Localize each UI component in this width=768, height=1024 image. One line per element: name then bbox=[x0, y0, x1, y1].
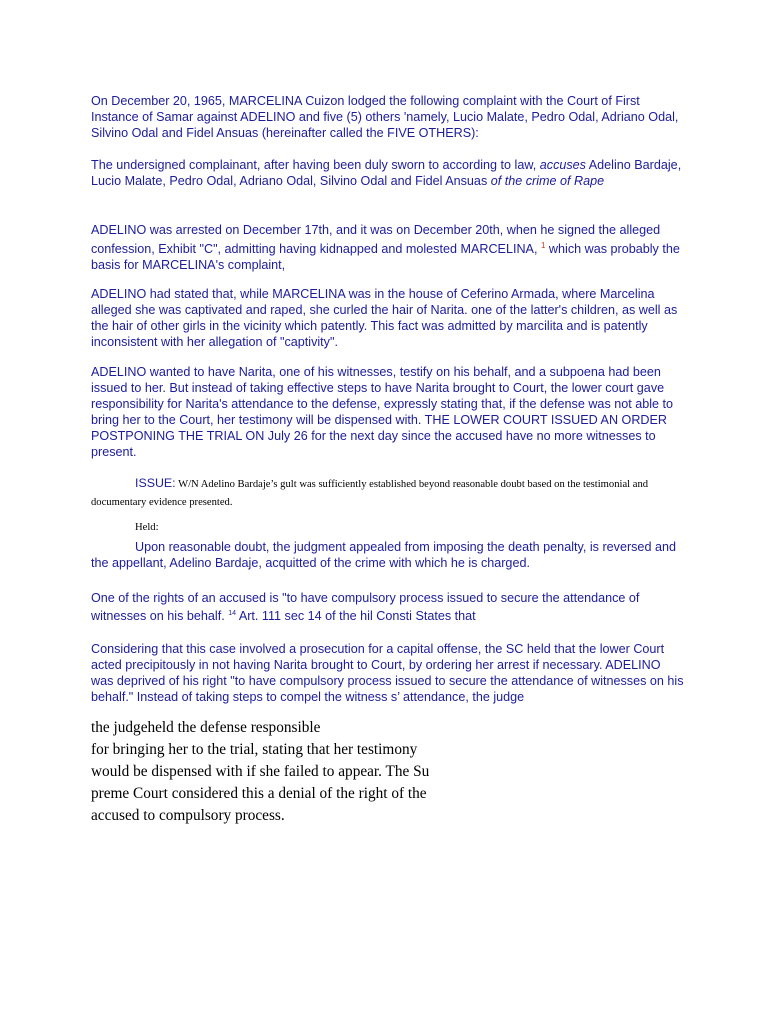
paragraph-issue bbox=[91, 474, 685, 512]
footnote-marker[interactable]: 1 bbox=[540, 241, 546, 250]
judge-line-5: accused to compulsory process. bbox=[91, 807, 285, 824]
issue-label: ISSUE: bbox=[135, 476, 176, 490]
rights-text-b: Art. 111 sec 14 of the hil Consti States that bbox=[236, 609, 476, 624]
arrest-text-a: ADELINO was arrested on December 17th, and it was on December 20th, when he signed the alleged confession, Exhibit "C", admitting having kidnapped and molested MARCELINA, bbox=[91, 223, 661, 257]
paragraph-sc-held-text: Considering that this case involved a prosecution for a capital offense, the SC held that the lower Court acted precipitously in not having Narita brought to Court, by ordering her arrest if necessary. ADELINO was deprived of his right "to have compulsory process issued to secure the attendance of witnesses on his behalf." Instead of taking steps to compel the witness s’ attendance, the judge bbox=[91, 642, 684, 704]
paragraph-held bbox=[91, 539, 685, 571]
held-text: Upon reasonable doubt, the judgment appealed from imposing the death penalty, is reversed and the appellant, Adelino Bardaje, acquitted of the crime with which he is charged. bbox=[91, 540, 676, 570]
accusation-text-crime: of the crime of Rape bbox=[490, 174, 605, 188]
judge-line-3: would be dispensed with if she failed to appear. The Su bbox=[91, 763, 430, 780]
arrest-text-b: which was probably the basis for MARCELINA's complaint, bbox=[91, 242, 680, 273]
judge-line-1: the judgeheld the defense responsible bbox=[91, 719, 321, 736]
issue-text: W/N Adelino Bardaje’s gult was sufficiently established beyond reasonable doubt based on the testimonial and documentary evidence presented. bbox=[91, 479, 649, 508]
paragraph-sc-held bbox=[91, 641, 685, 705]
judge-line-4: preme Court considered this a denial of the right of the bbox=[91, 785, 427, 802]
accusation-text-names: Adelino Bardaje, Lucio Malate, Pedro Odal, Adriano Odal, Silvino Odal and Fidel Ansuas bbox=[91, 158, 682, 188]
rights-text-a: One of the rights of an accused is "to have compulsory process issued to secure the attendance of witnesses on his behalf. bbox=[91, 591, 640, 624]
paragraph-subpoena bbox=[91, 364, 685, 460]
paragraph-accusation bbox=[91, 157, 685, 189]
judge-line-2: for bringing her to the trial, stating that her testimony bbox=[91, 741, 418, 758]
paragraph-complaint-intro-text: On December 20, 1965, MARCELINA Cuizon lodged the following complaint with the Court of First Instance of Samar against ADELINO and five (5) others 'namely, Lucio Malate, Pedro Odal, Adriano Odal, Silvino Odal and Fidel Ansuas (hereinafter called the FIVE OTHERS): bbox=[91, 94, 679, 140]
paragraph-arrest bbox=[91, 222, 685, 273]
paragraph-complaint-intro bbox=[91, 93, 685, 141]
held-label: Held: bbox=[135, 522, 159, 533]
paragraph-judge bbox=[91, 717, 685, 827]
paragraph-rights bbox=[91, 590, 685, 624]
accusation-text-a: The undersigned complainant, after having been duly sworn to according to law, bbox=[91, 158, 540, 172]
paragraph-statement bbox=[91, 286, 685, 350]
paragraph-subpoena-text: ADELINO wanted to have Narita, one of his witnesses, testify on his behalf, and a subpoena had been issued to her. But instead of taking effective steps to have Narita brought to Court, the lower court gave responsibility for Narita's attendance to the defense, expressly stating that, if the defense was not able to bring her to the Court, her testimony will be dispensed with. THE LOWER COURT ISSUED AN ORDER POSTPONING THE TRIAL ON July 26 for the next day since the accused have no more witnesses to present. bbox=[91, 365, 674, 459]
paragraph-statement-text: ADELINO had stated that, while MARCELINA was in the house of Ceferino Armada, where Marcelina alleged she was captivated and raped, she curled the hair of Narita. one of the latter's children, as well as the hair of other girls in the vicinity which patently. This fact was admitted by marcilita and is patently inconsistent with her allegation of "captivity". bbox=[91, 287, 678, 349]
footnote-marker-14[interactable]: 14 bbox=[228, 610, 237, 617]
accusation-text-accuses: accuses bbox=[539, 158, 586, 172]
held-label-line bbox=[91, 519, 685, 537]
